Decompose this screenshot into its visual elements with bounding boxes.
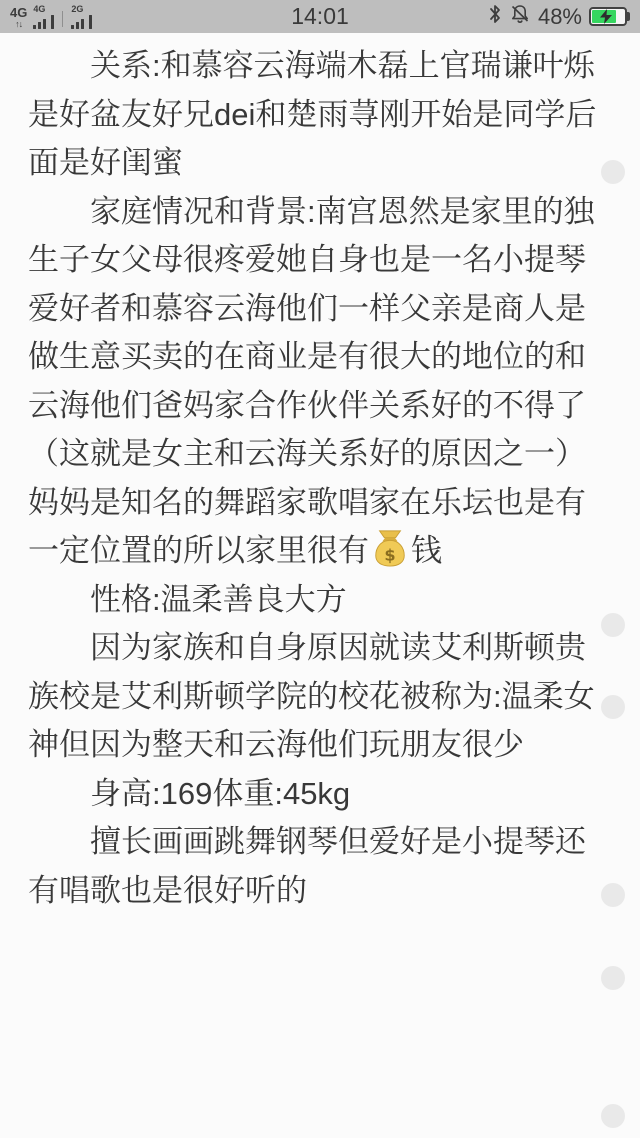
sim-divider xyxy=(62,11,63,27)
svg-text:$: $ xyxy=(384,545,396,565)
sim2-network-label: 2G xyxy=(71,3,84,14)
network-type-label: 4G xyxy=(10,4,28,20)
paragraph-talents: 擅长画画跳舞钢琴但爱好是小提琴还有唱歌也是很好听的 xyxy=(28,824,586,908)
paragraph-personality: 性格:温柔善良大方 xyxy=(90,581,347,617)
money-bag-emoji xyxy=(371,529,409,567)
sim1-signal xyxy=(33,5,54,29)
status-bar xyxy=(0,0,640,33)
paragraph-comment-dot[interactable] xyxy=(601,613,625,637)
paragraph-family-background xyxy=(28,188,612,576)
paragraph-comment-dot[interactable] xyxy=(601,1104,625,1128)
battery-percent-label: 48% xyxy=(537,3,582,29)
paragraph-height-weight: 身高:169体重:45kg xyxy=(90,775,351,811)
status-clock: 14:01 xyxy=(291,3,349,29)
sim1-signal-bars-icon xyxy=(33,15,54,29)
status-left-icons xyxy=(10,5,92,29)
paragraph-comment-dot[interactable] xyxy=(601,883,625,907)
paragraph-comment-dot[interactable] xyxy=(601,160,625,184)
battery-charging-icon xyxy=(589,7,630,26)
status-right-icons xyxy=(488,3,630,30)
bluetooth-icon xyxy=(488,3,502,30)
paragraph-relationships: 关系:和慕容云海端木磊上官瑞谦叶烁是好盆友好兄dei和楚雨荨刚开始是同学后面是好闺蜜 xyxy=(28,48,597,180)
paragraph-text: 家庭情况和背景:南宫恩然是家里的独生子女父母很疼爱她自身也是一名小提琴爱好者和慕容云海他们一样父亲是商人是做生意买卖的在商业是有很大的地位的和云海他们爸妈家合作伙伴关系好的不得了（这就是女主和云海关系好的原因之一）妈妈是知名的舞蹈家歌唱家在乐坛也是有一定位置的所以家里很有 xyxy=(28,193,595,568)
paragraph-comment-dot[interactable] xyxy=(601,966,625,990)
sim1-network-label: 4G xyxy=(33,3,46,14)
novel-text-page xyxy=(0,33,640,915)
paragraph-school: 因为家族和自身原因就读艾利斯顿贵族校是艾利斯顿学院的校花被称为:温柔女神但因为整天和云海他们玩朋友很少 xyxy=(28,630,595,762)
charging-bolt-icon xyxy=(599,9,613,24)
paragraph-comment-dot[interactable] xyxy=(601,695,625,719)
sim2-signal-bars-icon xyxy=(71,15,92,29)
notifications-muted-icon xyxy=(509,3,531,30)
paragraph-text: 钱 xyxy=(411,533,442,568)
sim2-signal xyxy=(71,5,92,29)
mobile-data-indicator xyxy=(10,6,27,29)
data-up-down-arrows-icon: ↑↓ xyxy=(15,18,23,29)
